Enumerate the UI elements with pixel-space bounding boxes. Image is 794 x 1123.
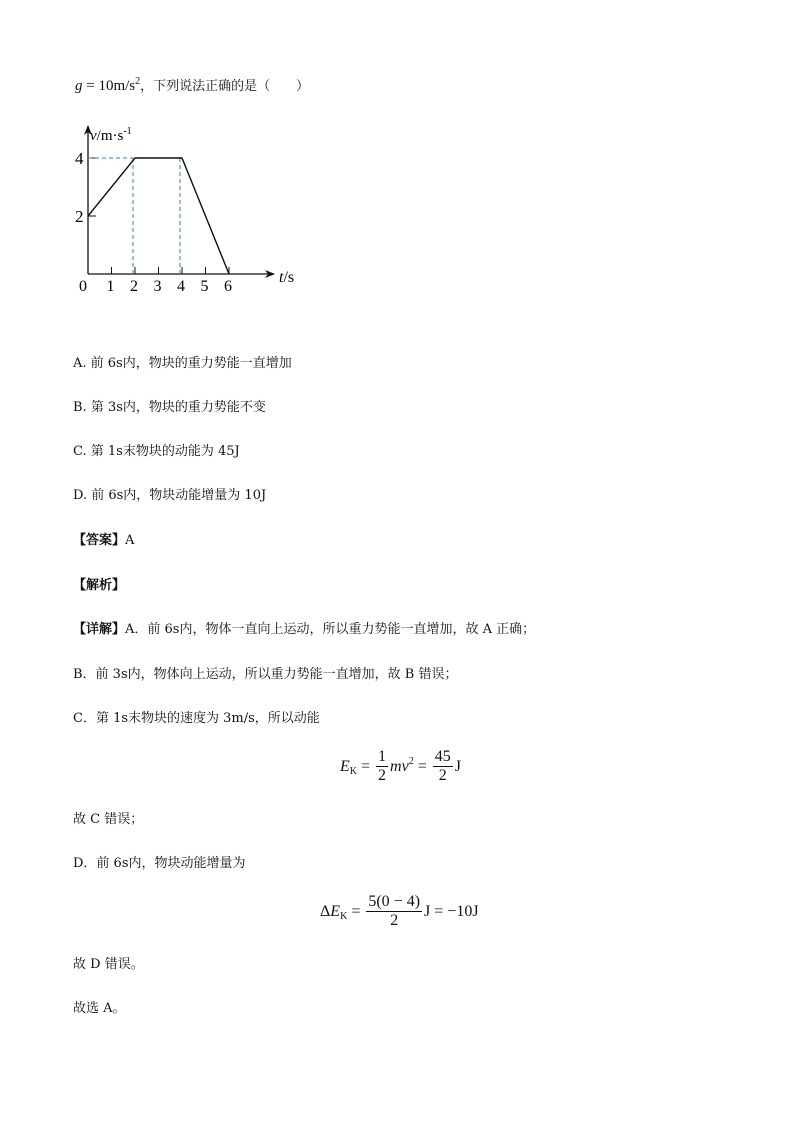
y-tick-label-2: 2 (75, 207, 84, 226)
y-label-exp: -1 (123, 126, 132, 137)
explanation-d: D．前 6s内，物块动能增量为 (73, 856, 246, 871)
g-value: = 10m/s (82, 78, 136, 94)
eq1-f2-den: 2 (438, 767, 447, 784)
x-tick-label-6: 6 (224, 278, 232, 295)
y-label-v: v (90, 128, 97, 144)
x-tick-label-2: 2 (130, 278, 138, 295)
answer-line (73, 531, 134, 551)
x-label-t: t (279, 269, 284, 286)
question-stem (75, 72, 309, 97)
y-tick-label-4: 4 (75, 149, 84, 168)
eq2-equals: = (351, 902, 361, 920)
option-d: D. 前 6s内，物块动能增量为 10J (73, 488, 267, 503)
option-c: C. 第 1s末物块的动能为 45J (73, 444, 240, 459)
eq2-fraction (366, 893, 422, 930)
eq1-fraction-result (433, 748, 453, 785)
stem-text: ，下列说法正确的是（ ） (140, 79, 310, 94)
x-label-unit: /s (283, 269, 295, 286)
kinetic-energy-change-equation (320, 893, 479, 930)
g-symbol: g (75, 78, 83, 94)
explanation-d-end: 故 D 错误。 (73, 957, 144, 972)
y-label-unit: /m·s (96, 128, 124, 144)
y-axis-label (90, 126, 132, 144)
explanation-b: B．前 3s内，物体向上运动，所以重力势能一直增加，故 B 错误； (73, 667, 458, 682)
x-ticks (112, 267, 230, 274)
eq1-equals: = (361, 757, 371, 775)
eq1-f1-den: 2 (378, 767, 387, 784)
x-axis-label (279, 269, 294, 286)
velocity-time-graph (70, 120, 330, 300)
eq2-unit: J (424, 902, 431, 920)
answer-label: 【答案】 (73, 533, 126, 548)
explanation-c: C．第 1s末物块的速度为 3m/s，所以动能 (73, 711, 320, 726)
x-tick-label-3: 3 (153, 278, 162, 295)
eq1-lhs-sub: K (349, 766, 358, 777)
eq1-fraction-half (376, 748, 388, 785)
analysis-label: 【解析】 (73, 578, 126, 593)
eq2-f-num: 5(0 − 4) (368, 893, 421, 910)
kinetic-energy-equation (340, 748, 461, 785)
explanation-a (73, 620, 535, 640)
x-tick-label-1: 1 (106, 278, 115, 295)
conclusion: 故选 A。 (73, 1001, 126, 1016)
eq2-equals-2: = (434, 902, 444, 920)
eq1-unit: J (454, 757, 461, 775)
velocity-line (88, 158, 229, 274)
option-b: B. 第 3s内，物块的重力势能不变 (73, 400, 266, 415)
option-a: A. 前 6s内，物块的重力势能一直增加 (73, 356, 292, 371)
eq1-lhs: E (340, 757, 350, 775)
eq2-f-den: 2 (390, 912, 399, 929)
g-exponent: 2 (135, 76, 141, 87)
answer-value: A (125, 533, 135, 548)
x-tick-label-5: 5 (200, 278, 209, 295)
x-tick-labels (79, 278, 232, 295)
eq1-mv: mv (390, 757, 409, 775)
eq1-f1-num: 1 (378, 748, 387, 765)
explanation-c-end: 故 C 错误； (73, 812, 144, 827)
detail-label: 【详解】 (73, 622, 126, 637)
eq2-lhs-sub: K (340, 911, 348, 922)
eq2-rhs: −10J (447, 902, 479, 920)
eq1-equals-2: = (417, 757, 427, 775)
eq2-delta: Δ (320, 902, 331, 920)
explanation-a-text: A．前 6s内，物体一直向上运动，所以重力势能一直增加，故 A 正确； (125, 622, 536, 637)
eq1-f2-num: 45 (434, 748, 451, 765)
x-tick-label-0: 0 (79, 278, 87, 295)
eq1-mv-exp: 2 (408, 756, 414, 767)
x-tick-label-4: 4 (177, 278, 185, 295)
eq2-lhs: E (330, 902, 341, 920)
